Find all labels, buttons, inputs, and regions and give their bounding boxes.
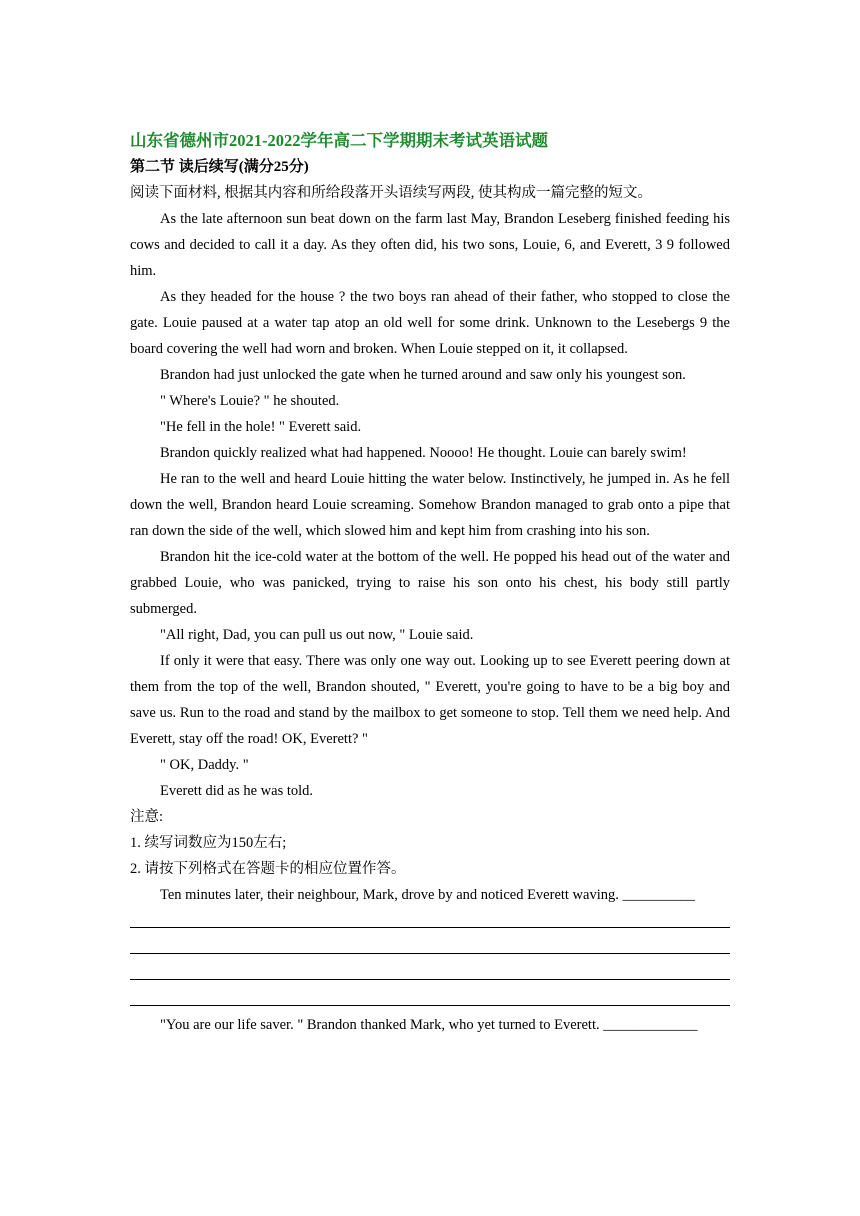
story-paragraph-5: "He fell in the hole! " Everett said. [160, 419, 362, 435]
prompt-2-text: "You are our life saver. " Brandon thanked Mark, who yet turned to Everett. [160, 1017, 600, 1033]
continuation-prompt-2 [130, 1012, 730, 1038]
answer-blank-1[interactable]: __________ [622, 887, 695, 903]
story-paragraph-9: "All right, Dad, you can pull us out now, " Louie said. [160, 627, 474, 643]
story-paragraph-8: Brandon hit the ice-cold water at the bottom of the well. He popped his head out of the water and grabbed Louie, who was panicked, trying to raise his son onto his chest, his body still partly submerged. [130, 549, 730, 617]
instruction-text: 阅读下面材料, 根据其内容和所给段落开头语续写两段, 使其构成一篇完整的短文。 [130, 185, 652, 201]
answer-line[interactable] [130, 986, 730, 1012]
section-heading: 第二节 读后续写(满分25分) [130, 159, 309, 175]
note-item-1: 1. 续写词数应为150左右; [130, 835, 287, 851]
continuation-prompt-1 [130, 882, 730, 908]
document-content [130, 128, 730, 1038]
note-item-2: 2. 请按下列格式在答题卡的相应位置作答。 [130, 861, 406, 877]
story-paragraph-1: As the late afternoon sun beat down on the farm last May, Brandon Leseberg finished feeding his cows and decided to call it a day. As they often did, his two sons, Louie, 6, and Everett, 3 9 followed him. [130, 211, 730, 279]
story-paragraph-4: " Where's Louie? " he shouted. [160, 393, 340, 409]
story-paragraph-3: Brandon had just unlocked the gate when he turned around and saw only his youngest son. [160, 367, 686, 383]
answer-blank-2[interactable]: _____________ [603, 1017, 698, 1033]
answer-line[interactable] [130, 934, 730, 960]
answer-line[interactable] [130, 908, 730, 934]
answer-line[interactable] [130, 960, 730, 986]
story-paragraph-2: As they headed for the house ? the two boys ran ahead of their father, who stopped to close the gate. Louie paused at a water tap atop an old well for some drink. Unknown to the Lesebergs 9 the board covering the well had worn and broken. When Louie stepped on it, it collapsed. [130, 289, 730, 357]
story-paragraph-12: Everett did as he was told. [160, 783, 314, 799]
story-paragraph-11: " OK, Daddy. " [160, 757, 249, 773]
story-paragraph-7: He ran to the well and heard Louie hitting the water below. Instinctively, he jumped in. As he fell down the well, Brandon heard Louie screaming. Somehow Brandon managed to grab onto a pipe that ran down the side of the well, which slowed him and kept him from crashing into his son. [130, 471, 730, 539]
prompt-1-text: Ten minutes later, their neighbour, Mark, drove by and noticed Everett waving. [160, 887, 619, 903]
notes-label: 注意: [130, 809, 164, 825]
story-paragraph-10: If only it were that easy. There was only one way out. Looking up to see Everett peering down at them from the top of the well, Brandon shouted, " Everett, you're going to have to be a big boy and save us. Run to the road and stand by the mailbox to get someone to stop. Tell them we need help. And Everett, stay off the road! OK, Everett? " [130, 653, 730, 747]
story-paragraph-6: Brandon quickly realized what had happened. Noooo! He thought. Louie can barely swim! [160, 445, 687, 461]
exam-title: 山东省德州市2021-2022学年高二下学期期末考试英语试题 [130, 131, 548, 150]
